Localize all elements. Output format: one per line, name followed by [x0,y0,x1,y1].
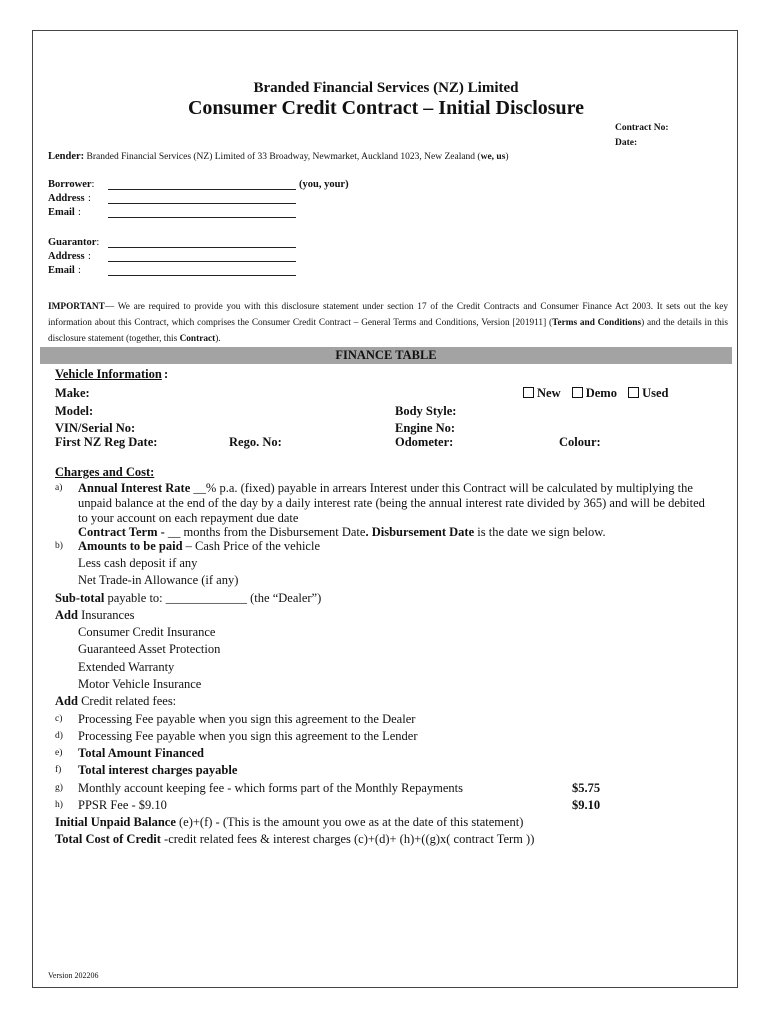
insurance-item: Guaranteed Asset Protection [78,642,221,656]
amounts-to-be-paid-text: – Cash Price of the vehicle [182,539,321,553]
item-a-line1 [78,481,693,496]
guarantor-row [48,237,99,248]
important-lead: IMPORTANT [48,302,105,312]
important-notice [48,299,728,347]
subtotal-label: Sub-total [55,591,105,605]
used-checkbox[interactable] [628,387,639,398]
guarantor-address-field[interactable] [108,251,296,262]
guarantor-address-label: Address [48,251,85,262]
ppsr-fee: PPSR Fee - $9.10 [78,798,167,812]
item-g-marker: g) [55,783,63,793]
colour-label: Colour: [559,435,601,449]
borrower-email-label: Email [48,207,75,218]
guarantor-name-field[interactable] [108,237,296,248]
guarantor-label: Guarantor [48,237,97,248]
demo-label: Demo [585,386,617,400]
item-a-line2: unpaid balance at the end of the day by a daily interest rate (being the annual interest rate divided by 365) and will be debited [78,496,705,510]
vehicle-condition-options [523,386,669,401]
monthly-account-fee: Monthly account keeping fee - which forms part of the Monthly Repayments [78,781,463,795]
item-d-marker: d) [55,731,63,741]
contract-term-label: Contract Term - [78,525,165,539]
disbursement-date-label: Disbursement Date [371,525,475,539]
date-label: Date: [615,138,638,148]
odometer-label: Odometer: [395,435,454,449]
item-a-marker: a) [55,483,63,493]
total-cost-of-credit-label: Total Cost of Credit [55,832,161,846]
contract-term-line [78,525,606,540]
contract-no-label: Contract No: [615,123,669,133]
demo-checkbox[interactable] [572,387,583,398]
total-cost-of-credit-line [55,832,534,847]
item-b-line [78,539,320,554]
insurance-item: Motor Vehicle Insurance [78,677,202,691]
lender-text-end: ) [505,152,509,162]
borrower-you-your: (you, your) [299,179,349,190]
item-c-marker: c) [55,714,63,724]
insurance-item: Consumer Credit Insurance [78,625,216,639]
guarantor-colon: : [96,237,100,248]
insurance-item: Extended Warranty [78,660,175,674]
contract-term-text: __ months from the Disbursement Date [164,525,366,539]
add-insurances-text: Insurances [77,608,135,622]
subtotal-line [55,591,321,606]
contract-term-dot: . [365,525,372,539]
borrower-label: Borrower [48,179,92,190]
borrower-row [48,179,94,190]
rego-label: Rego. No: [229,435,282,449]
processing-fee-lender: Processing Fee payable when you sign this agreement to the Lender [78,729,418,743]
annual-interest-text: __% p.a. (fixed) payable in arrears Interest under this Contract will be calculated by multiplying the [190,481,693,495]
important-terms: Terms and Conditions [552,318,642,328]
subtotal-text: payable to: _____________ (the “Dealer”) [104,591,322,605]
ppsr-fee-amount: $9.10 [572,798,601,812]
item-e-marker: e) [55,748,63,758]
new-checkbox[interactable] [523,387,534,398]
lender-line [48,151,509,162]
item-b-marker: b) [55,541,63,551]
body-style-label: Body Style: [395,404,457,418]
model-label: Model: [55,404,94,418]
important-text-3: ). [215,334,221,344]
annual-interest-label: Annual Interest Rate [78,481,191,495]
add-fees-label: Add [55,694,78,708]
add-fees-text: Credit related fees: [77,694,177,708]
total-interest-charges: Total interest charges payable [78,763,238,777]
finance-table-heading: FINANCE TABLE [40,347,732,364]
disclosure-page: Branded Financial Services (NZ) Limited Consumer Credit Contract – Initial Disclosure Contract No: Date: Lender: Branded Financial Services (NZ) Limited of 33 Broadway, Newmarket, Auckland 1023, New Zealand (we, us) Borrower: (you, your) Address : Email : Guarantor: Address : Email : IMPORTANT— We are required to provide you with this disclosure statement under section 17 of the Credit Contracts and Consumer Finance Act 2003. It sets out the key information about this Contract, which comprises the Consumer Credit Contract – General Terms and Conditions, Version [201911] (Terms and Conditions) and the details in this disclosure statement (together, this Contract). FINANCE TABLE Vehicle Information : Make: New Demo Used Model: Body Style: VIN/Serial No: Engine No: First NZ Reg Date: Rego. No: Odometer: Colour: Charges and Cost: a) Annual Interest Rate __% p.a. (fixed) payable in arrears Interest under this Contract will be calculated by multiplying the unpaid balance at the end of the day by a daily interest rate (being the annual interest rate divided by 365) and will be debited to your account on each repayment due date Contract Term - __ months from the Disbursement Date. Disbursement Date is the date we sign below. b) Amounts to be paid – Cash Price of the vehicle Less cash deposit if any Net Trade-in Allowance (if any) Sub-total payable to: _____________ (the “Dealer”) Add Insurances Consumer Credit Insurance Guaranteed Asset Protection Extended Warranty Motor Vehicle Insurance Add Credit related fees: c) Processing Fee payable when you sign this agreement to the Dealer d) Processing Fee payable when you sign this agreement to the Lender e) Total Amount Financed f) Total interest charges payable g) Monthly account keeping fee - which forms part of the Monthly Repayments $5.75 h) PPSR Fee - $9.10 $9.10 Initial Unpaid Balance (e)+(f) - (This is the amount you owe as at the date of this statement) Total Cost of Credit -credit related fees & interest charges (c)+(d)+ (h)+((g)x( contract Term )) Version 202206 [32,30,738,988]
amounts-to-be-paid-label: Amounts to be paid [78,539,183,553]
monthly-account-fee-amount: $5.75 [572,781,601,795]
borrower-address-field[interactable] [108,193,296,204]
item-f-marker: f) [55,765,62,775]
guarantor-email-label: Email [48,265,75,276]
borrower-address-label: Address [48,193,85,204]
lender-we-us: we, us [480,152,506,162]
borrower-colon: : [91,179,95,190]
total-cost-of-credit-text: -credit related fees & interest charges (c)+(d)+ (h)+((g)x( contract Term )) [160,832,535,846]
add-insurances-line [55,608,135,623]
processing-fee-dealer: Processing Fee payable when you sign this agreement to the Dealer [78,712,416,726]
net-trade-in: Net Trade-in Allowance (if any) [78,573,239,587]
initial-unpaid-balance-line [55,815,523,830]
used-label: Used [642,386,669,400]
lender-text: Branded Financial Services (NZ) Limited of 33 Broadway, Newmarket, Auckland 1023, New Zealand ( [86,152,481,162]
item-a-line3: to your account on each repayment due date [78,511,299,525]
first-reg-label: First NZ Reg Date: [55,435,158,449]
item-h-marker: h) [55,800,63,810]
vin-label: VIN/Serial No: [55,421,136,435]
add-insurances-label: Add [55,608,78,622]
company-name: Branded Financial Services (NZ) Limited [253,80,519,96]
initial-unpaid-balance-label: Initial Unpaid Balance [55,815,176,829]
initial-unpaid-balance-text: (e)+(f) - (This is the amount you owe as at the date of this statement) [175,815,524,829]
new-label: New [537,386,561,400]
disbursement-date-text: is the date we sign below. [474,525,606,539]
guarantor-email-field[interactable] [108,265,296,276]
important-contract: Contract [179,334,216,344]
less-cash-deposit: Less cash deposit if any [78,556,198,570]
document-title: Consumer Credit Contract – Initial Disclosure [187,97,585,119]
lender-label: Lender: [48,151,85,162]
important-text-1: — We are required to provide you with this disclosure statement under section 17 of the Credit Contracts and Consumer Finance Act 2003. It sets out the key information about this Contract, which comprises the Consumer Credit Contract – General Terms and Conditions, Version [201911] ( [48,302,728,328]
add-fees-line [55,694,176,709]
version-footer: Version 202206 [48,971,99,980]
charges-heading: Charges and Cost: [55,465,155,479]
make-label: Make: [55,386,90,400]
engine-no-label: Engine No: [395,421,456,435]
important-text-2: ) and the details in this disclosure statement (together, this [48,318,728,344]
vehicle-info-text: Vehicle Information [55,367,162,381]
vehicle-info-heading [55,367,162,382]
total-amount-financed: Total Amount Financed [78,746,204,760]
borrower-name-field[interactable] [108,179,296,190]
borrower-email-field[interactable] [108,207,296,218]
